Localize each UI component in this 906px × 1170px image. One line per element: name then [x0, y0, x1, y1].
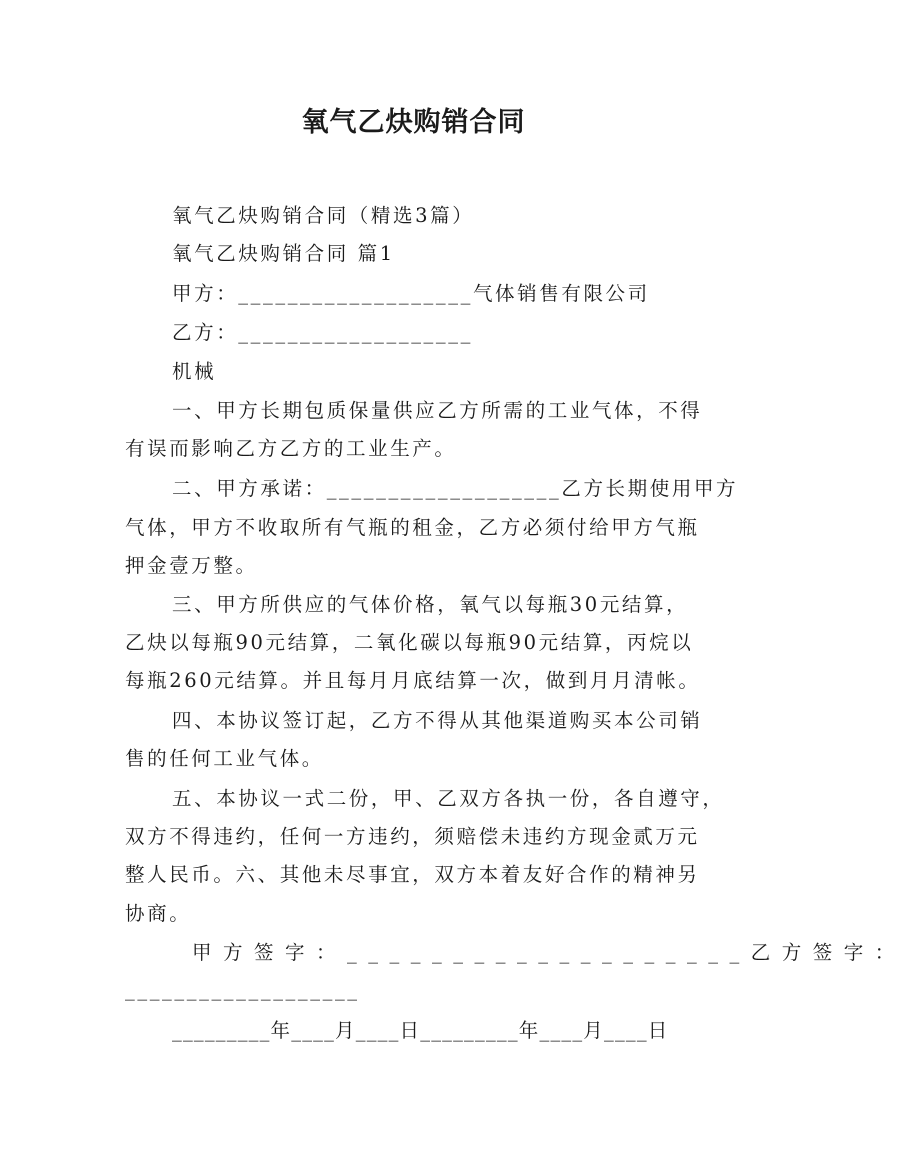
section-heading: 氧气乙炔购销合同 篇1 — [172, 242, 395, 265]
document-title: 氧气乙炔购销合同 — [301, 107, 526, 138]
clause-5-line-1: 五、本协议一式二份，甲、乙双方各执一份，各自遵守， — [172, 787, 725, 810]
clause-5-line-3: 整人民币。六、其他未尽事宜，双方本着友好合作的精神另 — [125, 863, 700, 886]
clause-2-line-2: 气体，甲方不收取所有气瓶的租金，乙方必须付给甲方气瓶 — [125, 516, 700, 539]
clause-5-line-4: 协商。 — [125, 902, 192, 925]
party-b-line: 乙方：___________________ — [172, 321, 473, 344]
party-a-line: 甲方：___________________气体销售有限公司 — [172, 282, 650, 305]
clause-3-line-2: 乙炔以每瓶90元结算，二氧化碳以每瓶90元结算，丙烷以 — [125, 631, 694, 654]
clause-3-line-3: 每瓶260元结算。并且每月月底结算一次，做到月月清帐。 — [125, 669, 701, 692]
clause-2-line-1: 二、甲方承诺：___________________乙方长期使用甲方 — [172, 477, 739, 500]
clause-1-line-1: 一、甲方长期包质保量供应乙方所需的工业气体，不得 — [172, 399, 703, 422]
clause-4-line-1: 四、本协议签订起，乙方不得从其他渠道购买本公司销 — [172, 709, 703, 732]
category-line: 机械 — [172, 360, 217, 383]
clause-3-line-1: 三、甲方所供应的气体价格，氧气以每瓶30元结算， — [172, 593, 689, 616]
clause-1-line-2: 有误而影响乙方乙方的工业生产。 — [125, 437, 457, 460]
subtitle-line: 氧气乙炔购销合同（精选3篇） — [172, 204, 475, 227]
clause-5-line-2: 双方不得违约，任何一方违约，须赔偿未违约方现金贰万元 — [125, 825, 700, 848]
clause-2-line-3: 押金壹万整。 — [125, 554, 258, 577]
clause-4-line-2: 售的任何工业气体。 — [125, 747, 324, 770]
date-line: _________年____月____日_________年____月____日 — [172, 1019, 669, 1042]
signature-blank-line: ___________________ — [125, 978, 360, 1001]
signature-line: 甲方签字：___________________乙方签字： — [192, 941, 906, 964]
